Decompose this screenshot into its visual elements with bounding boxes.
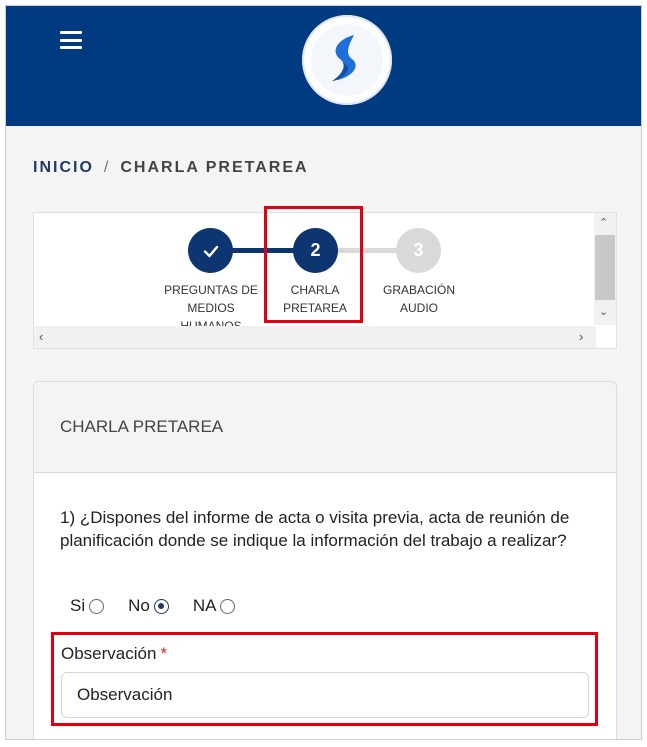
stepper [33, 212, 617, 349]
hamburger-icon[interactable] [60, 31, 82, 49]
step-2-label-line: PRETAREA [283, 301, 347, 315]
breadcrumb-current: CHARLA PRETAREA [120, 159, 309, 176]
breadcrumb [33, 159, 309, 177]
step-1-circle[interactable] [188, 228, 233, 273]
app-header [6, 6, 641, 126]
step-3-label-line: GRABACIÓN [382, 283, 455, 297]
question-text: 1) ¿Dispones del informe de acta o visita previa, acta de reunión de planificación donde se indique la información del trabajo a realizar? [60, 508, 570, 550]
radio-no[interactable] [154, 599, 169, 614]
card-title: CHARLA PRETAREA [34, 382, 616, 473]
horizontal-scrollbar[interactable] [34, 326, 596, 348]
breadcrumb-home-link[interactable]: INICIO [33, 159, 94, 176]
swirl-logo-icon [302, 15, 392, 105]
step-2-label-line: CHARLA [290, 283, 340, 297]
chevron-left-icon[interactable]: ‹ [39, 329, 44, 344]
question-card [33, 381, 617, 740]
step-3-label [364, 281, 474, 317]
step-1-label-line: PREGUNTAS DE [164, 283, 258, 297]
app-frame [5, 5, 642, 740]
chevron-up-icon[interactable]: ⌃ [599, 217, 609, 229]
step-2-circle[interactable] [293, 228, 338, 273]
radio-label-no: No [128, 596, 150, 615]
radio-si[interactable] [89, 599, 104, 614]
observation-label [61, 644, 167, 664]
step-2-number: 2 [310, 240, 321, 260]
breadcrumb-separator: / [103, 159, 111, 176]
radio-option-na[interactable] [193, 596, 236, 616]
radio-option-si[interactable] [70, 596, 104, 616]
step-3-circle[interactable] [396, 228, 441, 273]
answer-radio-group [70, 596, 235, 616]
scrollbar-thumb[interactable] [595, 235, 615, 300]
step-2-label [260, 281, 370, 317]
radio-label-na: NA [192, 596, 217, 615]
required-mark: * [160, 644, 168, 663]
step-3-number: 3 [413, 240, 424, 260]
check-icon [201, 241, 221, 261]
radio-label-si: Si [70, 596, 86, 615]
vertical-scrollbar[interactable] [594, 213, 616, 325]
chevron-down-icon[interactable]: ⌄ [599, 306, 609, 318]
observation-input[interactable] [61, 672, 589, 718]
radio-na[interactable] [220, 599, 235, 614]
observation-label-text: Observación [61, 644, 157, 663]
step-1-label-line: MEDIOS [187, 301, 235, 315]
step-3-label-line: AUDIO [399, 301, 438, 315]
chevron-right-icon[interactable]: › [579, 329, 584, 344]
radio-option-no[interactable] [128, 596, 169, 616]
